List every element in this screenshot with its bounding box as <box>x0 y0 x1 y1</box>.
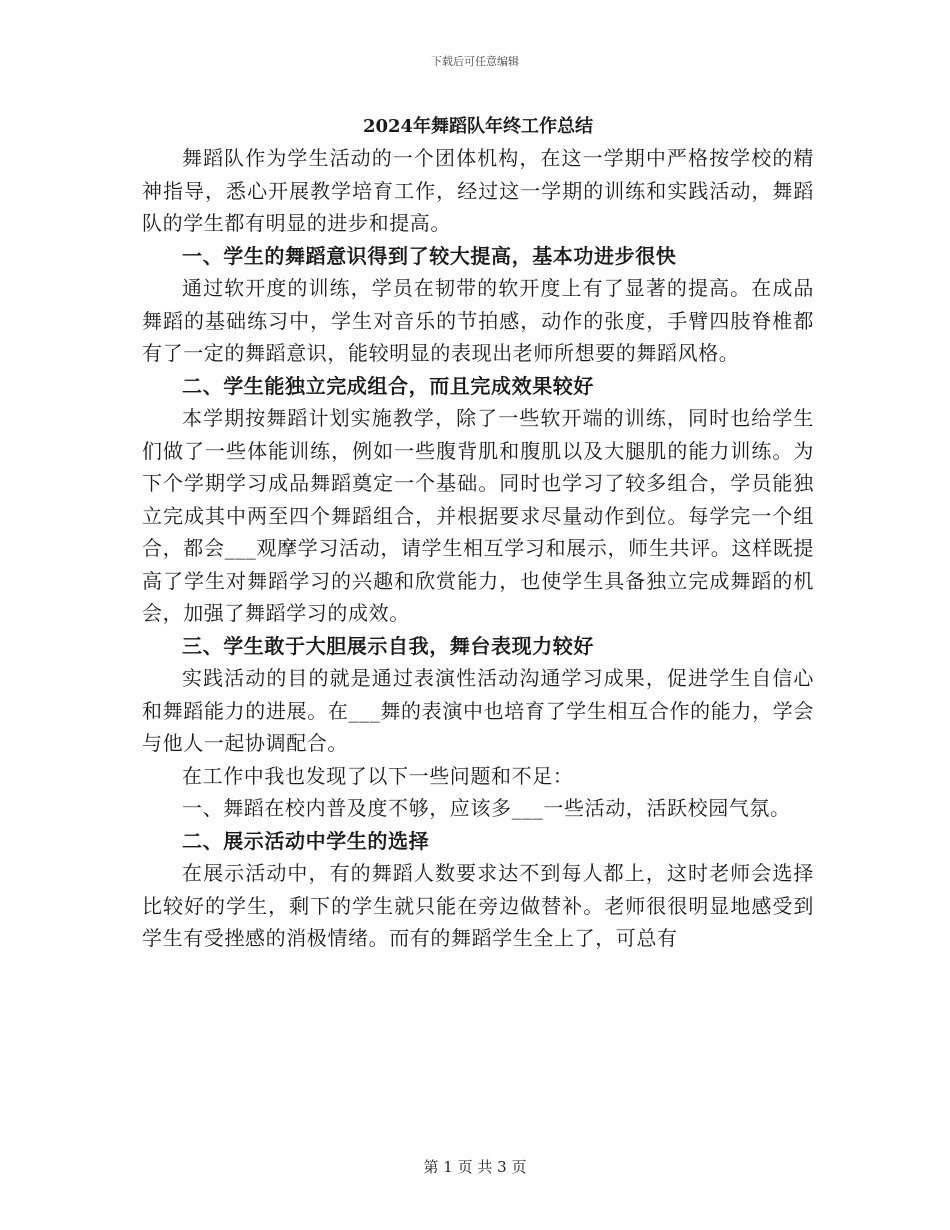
paragraph-intro: 舞蹈队作为学生活动的一个团体机构，在这一学期中严格按学校的精神指导，悉心开展教学培育工作，经过这一学期的训练和实践活动，舞蹈队的学生都有明显的进步和提高。 <box>142 146 814 235</box>
problem-heading-2: 二、展示活动中学生的选择 <box>182 828 430 853</box>
page-number-footer: 第 1 页 共 3 页 <box>423 1158 527 1176</box>
page-header-note: 下载后可任意编辑 <box>431 55 519 68</box>
paragraph-section-3: 实践活动的目的就是通过表演性活动沟通学习成果，促进学生自信心和舞蹈能力的进展。在___舞的表演中也培育了学生相互合作的能力，学会与他人一起协调配合。 <box>142 666 814 755</box>
section-heading-2: 二、学生能独立完成组合，而且完成效果较好 <box>182 373 594 398</box>
paragraph-problem-2: 在展示活动中，有的舞蹈人数要求达不到每人都上，这时老师会选择比较好的学生，剩下的学生就只能在旁边做替补。老师很很明显地感受到学生有受挫感的消极情绪。而有的舞蹈学生全上了，可总有 <box>142 861 814 950</box>
document-body <box>142 112 814 955</box>
paragraph-problems-intro: 在工作中我也发现了以下一些问题和不足： <box>182 763 574 788</box>
paragraph-problem-1: 一、舞蹈在校内普及度不够，应该多___一些活动，活跃校园气氛。 <box>182 796 791 820</box>
document-title: 2024年舞蹈队年终工作总结 <box>362 116 594 137</box>
paragraph-section-1: 通过软开度的训练，学员在韧带的软开度上有了显著的提高。在成品舞蹈的基础练习中，学生对音乐的节拍感，动作的张度，手臂四肢脊椎都有了一定的舞蹈意识，能较明显的表现出老师所想要的舞蹈风格。 <box>142 276 814 365</box>
section-heading-3: 三、学生敢于大胆展示自我，舞台表现力较好 <box>182 633 594 658</box>
paragraph-section-2: 本学期按舞蹈计划实施教学，除了一些软开端的训练，同时也给学生们做了一些体能训练，例如一些腹背肌和腹肌以及大腿肌的能力训练。为下个学期学习成品舞蹈奠定一个基础。同时也学习了较多组合，学员能独立完成其中两至四个舞蹈组合，并根据要求尽量动作到位。每学完一个组合，都会___观摩学习活动，请学生相互学习和展示，师生共评。这样既提高了学生对舞蹈学习的兴趣和欣赏能力，也使学生具备独立完成舞蹈的机会，加强了舞蹈学习的成效。 <box>142 406 814 625</box>
section-heading-1: 一、学生的舞蹈意识得到了较大提高，基本功进步很快 <box>182 243 677 268</box>
